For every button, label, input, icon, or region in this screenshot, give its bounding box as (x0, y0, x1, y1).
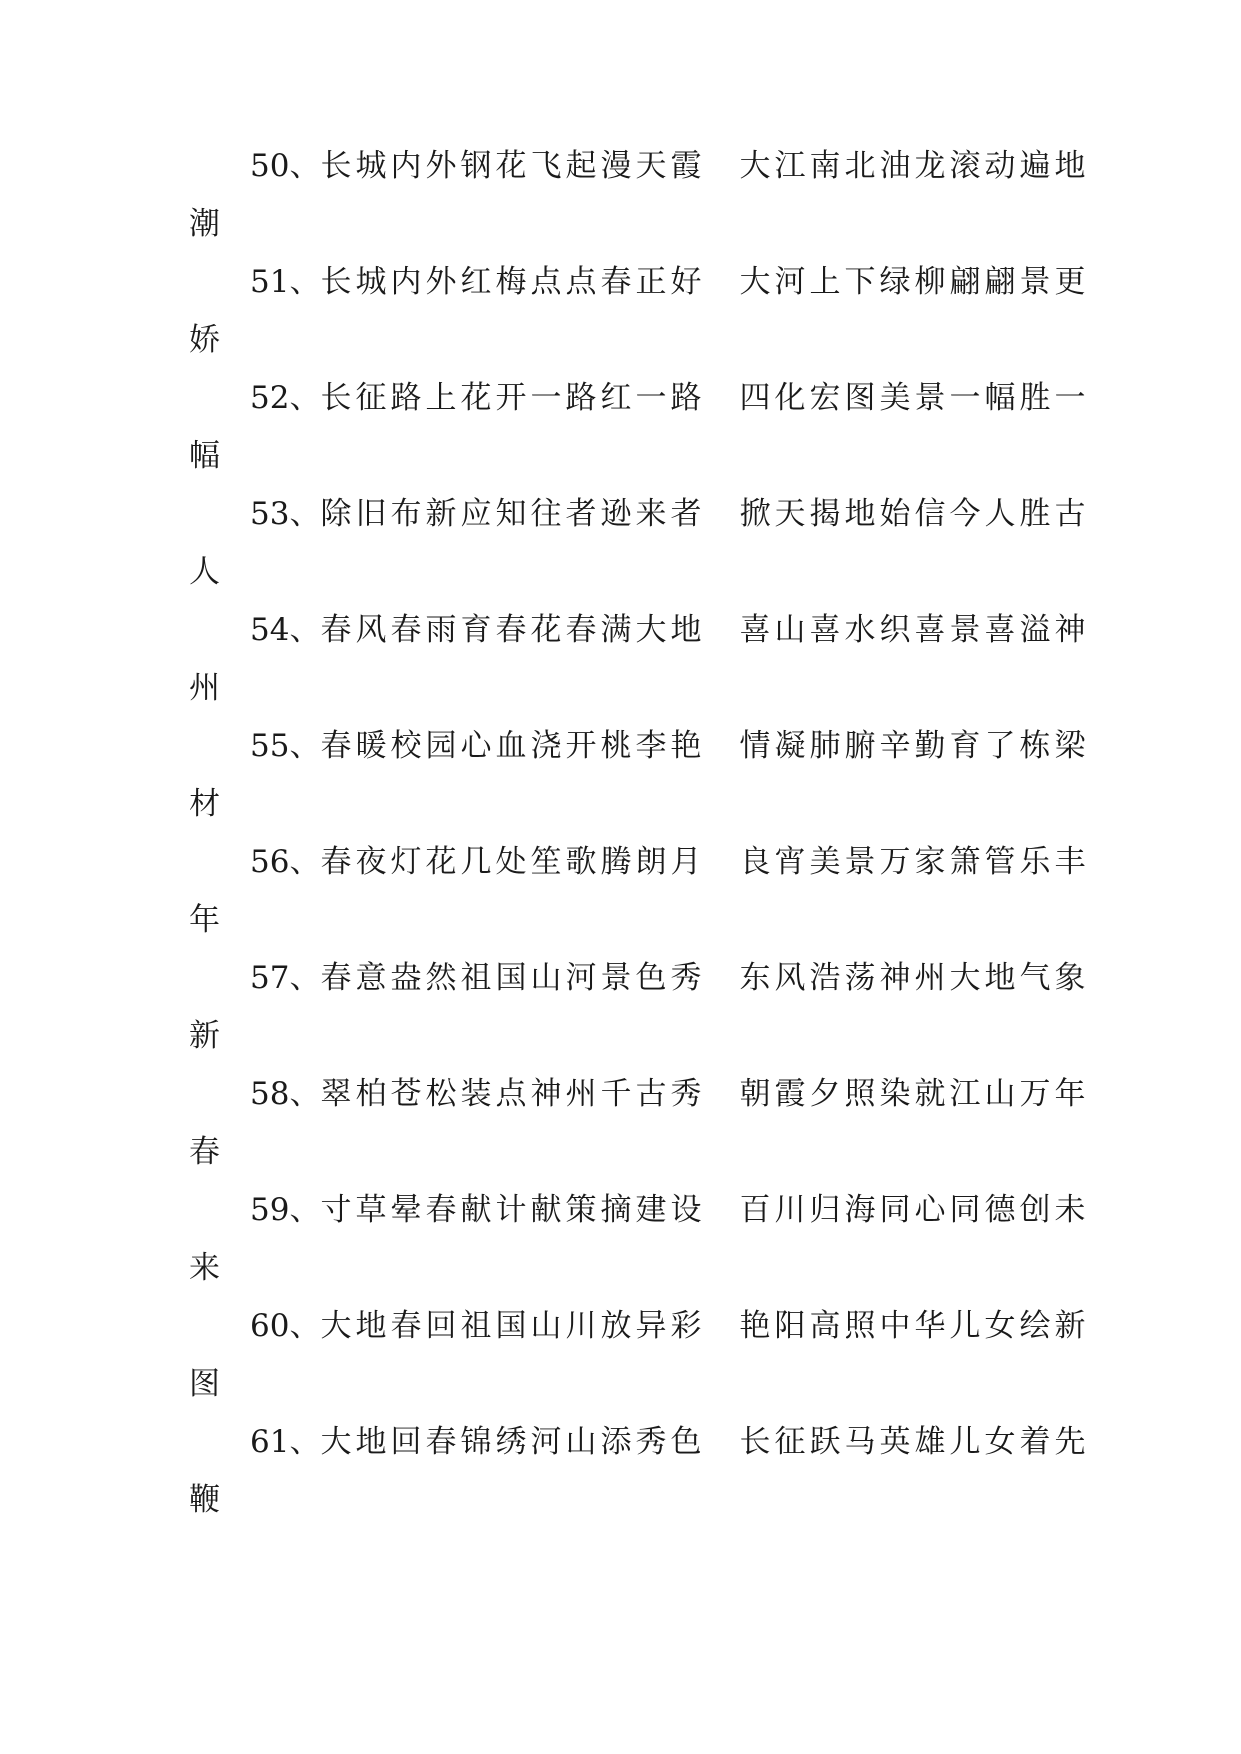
couplet-second-half: 情凝肺腑辛勤育了栋梁 (739, 728, 1090, 764)
couplet-first-half: 春夜灯花几处笙歌腾朗月 (320, 844, 706, 880)
couplet-item (0, 601, 1241, 717)
couplet-wrap-char: 图 (189, 1366, 220, 1402)
couplet-item (0, 717, 1241, 833)
couplet-item (0, 1297, 1241, 1413)
couplet-second-half: 良宵美景万家箫管乐丰 (739, 844, 1090, 880)
couplet-line (250, 949, 1089, 1007)
couplet-second-half: 掀天揭地始信今人胜古 (739, 496, 1090, 532)
couplet-separator: 、 (289, 1424, 321, 1460)
couplet-wrap-char: 潮 (189, 206, 220, 242)
couplet-line (250, 1181, 1089, 1239)
couplet-first-half: 春意盎然祖国山河景色秀 (320, 960, 706, 996)
couplet-second-half: 艳阳高照中华儿女绘新 (739, 1308, 1090, 1344)
couplet-number: 56 (250, 844, 290, 880)
couplet-number: 61 (250, 1424, 290, 1460)
couplet-number: 59 (250, 1192, 290, 1228)
couplet-wrap-char: 材 (189, 786, 220, 822)
couplet-first-half: 春暖校园心血浇开桃李艳 (320, 728, 706, 764)
couplet-wrap-char: 来 (189, 1250, 220, 1286)
couplet-first-half: 寸草晕春献计献策摘建设 (320, 1192, 706, 1228)
couplet-first-half: 长城内外红梅点点春正好 (320, 264, 706, 300)
couplet-line (250, 833, 1089, 891)
couplet-line (250, 717, 1089, 775)
couplet-line (250, 601, 1089, 659)
couplet-line (250, 1413, 1089, 1471)
couplet-item (0, 1181, 1241, 1297)
couplet-item (0, 949, 1241, 1065)
couplet-separator: 、 (289, 960, 321, 996)
couplet-item (0, 485, 1241, 601)
couplet-item (0, 369, 1241, 485)
couplet-line (250, 369, 1089, 427)
couplet-second-half: 四化宏图美景一幅胜一 (739, 380, 1090, 416)
couplet-separator: 、 (289, 380, 321, 416)
couplet-first-half: 长征路上花开一路红一路 (320, 380, 706, 416)
couplet-second-half: 大河上下绿柳翩翩景更 (739, 264, 1090, 300)
couplet-item (0, 253, 1241, 369)
couplet-wrap-char: 鞭 (189, 1482, 220, 1518)
couplet-separator: 、 (289, 1308, 321, 1344)
couplet-separator: 、 (289, 1076, 321, 1112)
couplet-number: 54 (250, 612, 290, 648)
couplet-separator: 、 (289, 612, 321, 648)
couplet-number: 52 (250, 380, 290, 416)
couplet-line (250, 1065, 1089, 1123)
couplet-number: 58 (250, 1076, 290, 1112)
couplet-first-half: 大地春回祖国山川放异彩 (320, 1308, 706, 1344)
couplet-number: 57 (250, 960, 290, 996)
couplet-line (250, 253, 1089, 311)
couplet-item (0, 1065, 1241, 1181)
couplet-first-half: 春风春雨育春花春满大地 (320, 612, 706, 648)
couplet-line (250, 1297, 1089, 1355)
couplet-first-half: 翠柏苍松装点神州千古秀 (320, 1076, 706, 1112)
couplet-number: 60 (250, 1308, 290, 1344)
couplet-wrap-char: 年 (189, 902, 220, 938)
couplet-item (0, 1413, 1241, 1529)
couplet-number: 55 (250, 728, 290, 764)
couplet-second-half: 百川归海同心同德创未 (739, 1192, 1090, 1228)
couplet-wrap-char: 幅 (189, 438, 220, 474)
couplet-wrap-char: 春 (189, 1134, 220, 1170)
couplet-wrap-char: 州 (189, 670, 220, 706)
couplet-wrap-char: 人 (189, 554, 220, 590)
couplet-separator: 、 (289, 496, 321, 532)
couplet-second-half: 长征跃马英雄儿女着先 (739, 1424, 1090, 1460)
couplet-separator: 、 (289, 844, 321, 880)
couplet-second-half: 朝霞夕照染就江山万年 (739, 1076, 1090, 1112)
couplet-first-half: 除旧布新应知往者逊来者 (320, 496, 706, 532)
couplet-separator: 、 (289, 1192, 321, 1228)
couplet-wrap-char: 娇 (189, 322, 220, 358)
couplet-separator: 、 (289, 264, 321, 300)
couplet-second-half: 大江南北油龙滚动遍地 (739, 148, 1090, 184)
couplet-number: 50 (250, 148, 290, 184)
couplet-wrap-char: 新 (189, 1018, 220, 1054)
couplet-first-half: 长城内外钢花飞起漫天霞 (320, 148, 706, 184)
couplet-number: 53 (250, 496, 290, 532)
couplet-separator: 、 (289, 148, 321, 184)
couplet-line (250, 137, 1089, 195)
couplet-separator: 、 (289, 728, 321, 764)
couplet-line (250, 485, 1089, 543)
couplet-item (0, 137, 1241, 253)
couplet-second-half: 喜山喜水织喜景喜溢神 (739, 612, 1090, 648)
couplet-second-half: 东风浩荡神州大地气象 (739, 960, 1090, 996)
couplet-first-half: 大地回春锦绣河山添秀色 (320, 1424, 706, 1460)
couplet-item (0, 833, 1241, 949)
couplet-number: 51 (250, 264, 290, 300)
